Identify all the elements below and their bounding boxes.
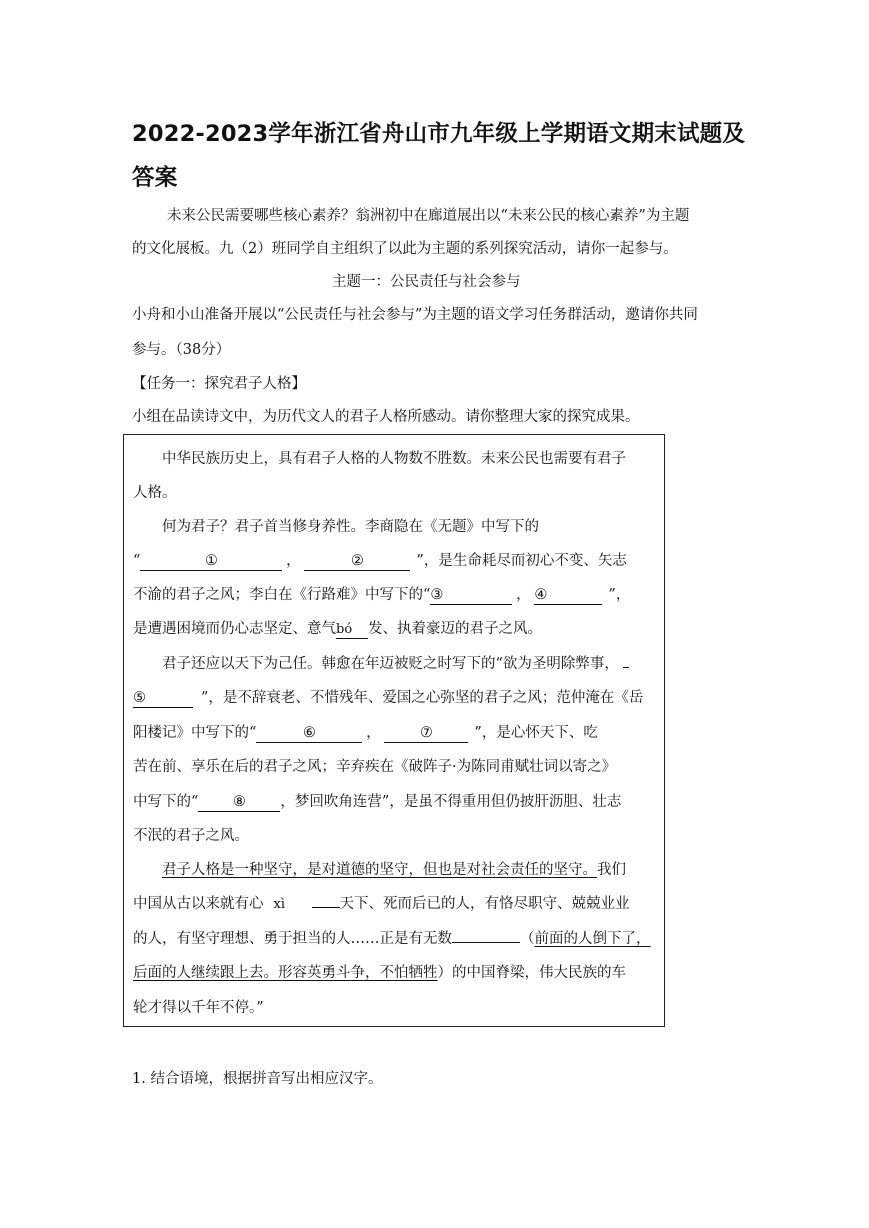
line-5-tail: ”，	[608, 587, 631, 603]
blank-3[interactable]: ③	[430, 587, 512, 605]
line-9-head: 阳楼记》中写下的“	[133, 725, 257, 741]
blank-4[interactable]: ④	[534, 587, 602, 605]
theme-heading: 主题一：公民责任与社会参与	[332, 274, 521, 290]
question-1: 1. 结合语境，根据拼音写出相应汉字。	[132, 1071, 383, 1087]
line-6-head: 是遭遇困境而仍心志坚定、意气	[133, 621, 336, 637]
blank-1[interactable]: ①	[140, 553, 282, 571]
line-14-head: 中国从古以来就有心	[133, 896, 264, 912]
box-line-8	[133, 687, 643, 709]
comma: ，	[286, 553, 301, 569]
box-line-11	[133, 791, 621, 813]
blank-5[interactable]: ⑤	[133, 690, 193, 708]
box-line-7	[162, 653, 629, 675]
task-heading: 【任务一：探究君子人格】	[132, 376, 306, 392]
blank-7[interactable]: ⑦	[384, 725, 468, 743]
box-line-2: 人格。	[133, 485, 177, 501]
line-9-tail: ”，是心怀天下、吃	[474, 725, 598, 741]
box-line-3: 何为君子？君子首当修身养性。李商隐在《无题》中写下的	[162, 519, 539, 535]
box-line-1: 中华民族历史上，具有君子人格的人物数不胜数。未来公民也需要有君子	[162, 451, 626, 467]
underlined-passage: 君子人格是一种坚守，是对道德的坚守，但也是对社会责任的坚守。	[162, 862, 597, 878]
idiom-hint-part-1: 前面的人倒下了，	[534, 931, 651, 947]
line-11-tail: ，梦回吹角连营”，是虽不得重用但仍披肝沥胆、壮志	[280, 794, 622, 810]
comma: ，	[366, 725, 381, 741]
open-quote: “	[133, 553, 141, 569]
box-line-14	[133, 893, 630, 916]
document-title: 2022-2023学年浙江省舟山市九年级上学期语文期末试题及答案	[132, 121, 746, 191]
line-13-tail: 我们	[597, 862, 626, 878]
pinyin-blank-xi[interactable]	[312, 907, 340, 908]
box-line-15	[133, 928, 651, 950]
line-8-tail: ”，是不辞衰老、不惜残年、爱国之心弥坚的君子之风；范仲淹在《岳	[201, 690, 644, 706]
theme-desc-line-2: 参与。（38分）	[132, 342, 231, 358]
box-line-12: 不泯的君子之风。	[133, 828, 249, 844]
line-6-tail: 发、执着豪迈的君子之风。	[368, 621, 542, 637]
box-line-6	[133, 618, 542, 640]
line-11-head: 中写下的“	[133, 794, 199, 810]
box-line-9	[133, 722, 598, 744]
blank-6[interactable]: ⑥	[256, 725, 362, 743]
line-14-tail: 天下、死而后已的人，有恪尽职守、兢兢业业	[339, 896, 630, 912]
box-line-16	[133, 962, 626, 984]
pinyin-xi: xì	[273, 897, 285, 912]
intro-line-1: 未来公民需要哪些核心素养？翁洲初中在廊道展出以“未来公民的核心素养”为主题	[167, 208, 690, 224]
line-15-head: 的人，有坚守理想、勇于担当的人……正是有无数	[133, 931, 452, 947]
line-16-tail: ）的中国脊梁，伟大民族的车	[437, 965, 626, 981]
intro-line-2: 的文化展板。九（2）班同学自主组织了以此为主题的系列探究活动，请你一起参与。	[132, 241, 678, 257]
idiom-blank[interactable]	[452, 942, 520, 943]
idiom-hint-part-2: 后面的人继续跟上去。形容英勇斗争，不怕牺牲	[133, 965, 438, 981]
theme-desc-line-1: 小舟和小山准备开展以“公民责任与社会参与”为主题的语文学习任务群活动，邀请你共同	[132, 307, 698, 323]
line-4-tail: ”，是生命耗尽而初心不变、矢志	[416, 553, 627, 569]
blank-2[interactable]: ②	[304, 553, 410, 571]
blank-8[interactable]: ⑧	[198, 794, 280, 812]
open-paren: （	[520, 931, 535, 947]
box-line-10: 苦在前、享乐在后的君子之风；辛弃疾在《破阵子·为陈同甫赋壮词以寄之》	[133, 759, 617, 775]
blank-5-start	[623, 667, 629, 668]
line-5-head: 不渝的君子之风；李白在《行路难》中写下的“	[133, 587, 431, 603]
box-line-13	[162, 859, 626, 881]
box-line-4	[133, 550, 627, 572]
box-line-5	[133, 584, 630, 606]
box-line-17: 轮才得以千年不停。”	[133, 1000, 264, 1016]
comma: ，	[516, 587, 531, 603]
line-7-text: 君子还应以天下为己任。韩愈在年迈被贬之时写下的“欲为圣明除弊事，	[162, 656, 619, 672]
task-description: 小组在品读诗文中，为历代文人的君子人格所感动。请你整理大家的探究成果。	[132, 409, 640, 425]
pinyin-blank-bo[interactable]: bó	[336, 621, 368, 639]
